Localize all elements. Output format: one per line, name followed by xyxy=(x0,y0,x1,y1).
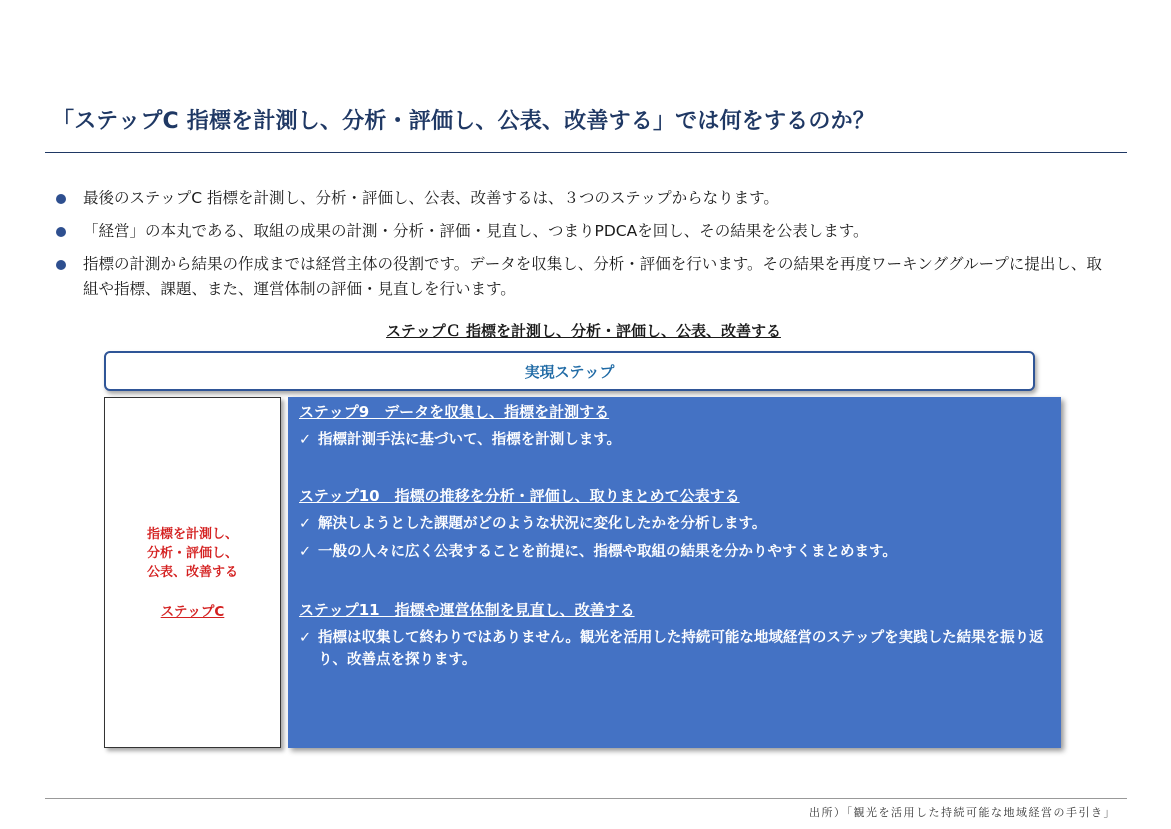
step-c-line: 公表、改善する xyxy=(146,565,238,580)
step-heading: ステップ9 データを収集し、指標を計測する xyxy=(299,403,610,421)
step-item-text: 解決しようとした課題がどのような状況に変化したかを分析します。 xyxy=(318,516,767,532)
bullet-text: 最後のステップC 指標を計測し、分析・評価し、公表、改善するは、３つのステップからなります。 xyxy=(83,189,779,207)
step-10-section xyxy=(299,485,1058,563)
step-c-name: ステップC xyxy=(160,604,225,620)
step-c-label-box xyxy=(104,397,281,748)
step-item xyxy=(299,627,1058,671)
bullet-item xyxy=(56,252,1116,302)
step-item xyxy=(299,429,1058,451)
step-item xyxy=(299,513,1058,535)
diagram-header-label: 実現ステップ xyxy=(524,362,615,381)
step-heading: ステップ10 指標の推移を分析・評価し、取りまとめて公表する xyxy=(299,487,740,505)
step-c-description xyxy=(105,525,280,582)
diagram-title: ステップＣ 指標を計測し、分析・評価し、公表、改善する xyxy=(386,322,781,340)
source-note: 出所）「観光を活用した持続可能な地域経営の手引き」 xyxy=(809,806,1116,819)
bullet-text: 「経営」の本丸である、取組の成果の計測・分析・評価・見直し、つまりPDCAを回し、その結果を公表します。 xyxy=(83,222,869,240)
bullet-dot-icon xyxy=(56,260,66,270)
step-11-section xyxy=(299,599,1058,671)
bullet-text: 指標の計測から結果の作成までは経営主体の役割です。データを収集し、分析・評価を行います。その結果を再度ワーキンググループに提出し、取組や指標、課題、また、運営体制の評価・見直しを行います。 xyxy=(83,255,1102,298)
bullet-dot-icon xyxy=(56,194,66,204)
step-item-text: 指標は収集して終わりではありません。観光を活用した持続可能な地域経営のステップを実践した結果を振り返り、改善点を探ります。 xyxy=(318,630,1044,668)
step-item-text: 指標計測手法に基づいて、指標を計測します。 xyxy=(318,432,622,448)
check-icon: ✓ xyxy=(299,516,312,532)
bullet-dot-icon xyxy=(56,227,66,237)
summary-bullets xyxy=(56,186,1116,310)
step-c-line: 指標を計測し、 xyxy=(146,527,238,542)
step-9-section xyxy=(299,401,1058,451)
step-c-line: 分析・評価し、 xyxy=(146,546,238,561)
step-item xyxy=(299,541,1058,563)
check-icon: ✓ xyxy=(299,544,312,560)
step-heading: ステップ11 指標や運営体制を見直し、改善する xyxy=(299,601,635,619)
steps-detail-box xyxy=(288,397,1061,748)
step-item-text: 一般の人々に広く公表することを前提に、指標や取組の結果を分かりやすくまとめます。 xyxy=(318,544,897,560)
diagram-header-box xyxy=(104,351,1035,391)
footer-divider xyxy=(45,798,1127,799)
check-icon: ✓ xyxy=(299,432,312,448)
page-title: 「ステップC 指標を計測し、分析・評価し、公表、改善する」では何をするのか？ xyxy=(52,109,875,134)
bullet-item xyxy=(56,219,1116,244)
bullet-item xyxy=(56,186,1116,211)
title-divider xyxy=(45,152,1127,153)
check-icon: ✓ xyxy=(299,630,312,646)
